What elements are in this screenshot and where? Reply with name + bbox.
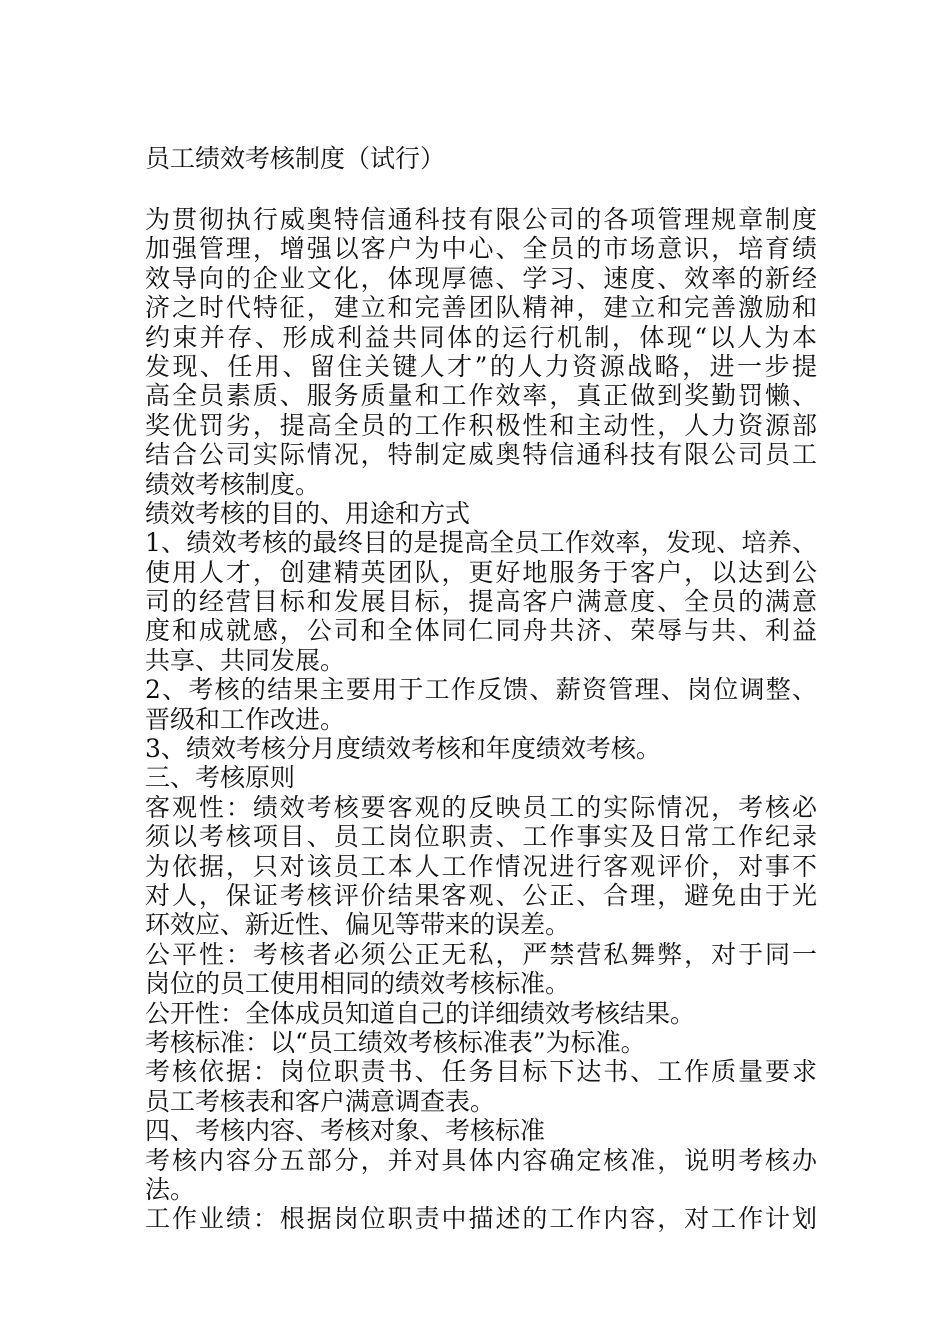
text-line: 加强管理，增强以客户为中心、全员的市场意识，培育绩	[145, 234, 817, 264]
text-line: 1、绩效考核的最终目的是提高全员工作效率，发现、培养、	[145, 528, 817, 558]
text-line: 绩效考核制度。	[145, 469, 321, 499]
document-title: 员工绩效考核制度（试行）	[145, 144, 446, 173]
text-line: 对人，保证考核评价结果客观、公正、合理，避免由于光	[145, 880, 817, 910]
text-line: 考核标准：以“员工绩效考核标准表”为标准。	[145, 1027, 646, 1057]
text-line: 晋级和工作改进。	[145, 704, 346, 734]
text-line: 度和成就感，公司和全体同仁同舟共济、荣辱与共、利益	[145, 616, 817, 646]
text-line: 为依据，只对该员工本人工作情况进行客观评价，对事不	[145, 851, 817, 881]
text-line: 3、绩效考核分月度绩效考核和年度绩效考核。	[145, 734, 661, 764]
text-line: 结合公司实际情况，特制定威奥特信通科技有限公司员工	[145, 440, 817, 470]
text-line: 公开性：全体成员知道自己的详细绩效考核结果。	[145, 998, 696, 1028]
text-line: 2、考核的结果主要用于工作反馈、薪资管理、岗位调整、	[145, 675, 817, 705]
text-line: 济之时代特征，建立和完善团队精神，建立和完善激励和	[145, 293, 817, 323]
text-line: 公平性：考核者必须公正无私，严禁营私舞弊，对于同一	[145, 939, 817, 969]
text-line: 司的经营目标和发展目标，提高客户满意度、全员的满意	[145, 587, 817, 617]
text-line: 效导向的企业文化，体现厚德、学习、速度、效率的新经	[145, 263, 817, 293]
paragraph-block	[145, 205, 817, 1234]
text-line: 环效应、新近性、偏见等带来的误差。	[145, 910, 571, 940]
text-line: 考核依据：岗位职责书、任务目标下达书、工作质量要求	[145, 1057, 817, 1087]
text-line: 发现、任用、留住关键人才”的人力资源战略，进一步提	[145, 351, 817, 381]
text-line: 客观性：绩效考核要客观的反映员工的实际情况，考核必	[145, 792, 817, 822]
text-line: 共享、共同发展。	[145, 645, 346, 675]
text-line: 约束并存、形成利益共同体的运行机制，体现“以人为本	[145, 322, 817, 352]
text-line: 为贯彻执行威奥特信通科技有限公司的各项管理规章制度	[145, 205, 817, 234]
text-line: 工作业绩：根据岗位职责中描述的工作内容，对工作计划	[145, 1204, 817, 1234]
text-line: 法。	[145, 1174, 196, 1204]
text-line: 奖优罚劣，提高全员的工作积极性和主动性，人力资源部	[145, 410, 817, 440]
text-line: 员工考核表和客户满意调查表。	[145, 1086, 496, 1116]
title-spacer	[145, 174, 817, 205]
text-line: 高全员素质、服务质量和工作效率，真正做到奖勤罚懒、	[145, 381, 817, 411]
text-line: 须以考核项目、员工岗位职责、工作事实及日常工作纪录	[145, 822, 817, 852]
section-heading: 四、考核内容、考核对象、考核标准	[145, 1116, 546, 1146]
text-line: 考核内容分五部分，并对具体内容确定核准，说明考核办	[145, 1145, 817, 1175]
document-body	[145, 143, 817, 1234]
text-line: 使用人才，创建精英团队，更好地服务于客户，以达到公	[145, 557, 817, 587]
text-line: 岗位的员工使用相同的绩效考核标准。	[145, 969, 571, 999]
section-heading: 绩效考核的目的、用途和方式	[145, 498, 471, 528]
section-heading: 三、考核原则	[145, 763, 296, 793]
